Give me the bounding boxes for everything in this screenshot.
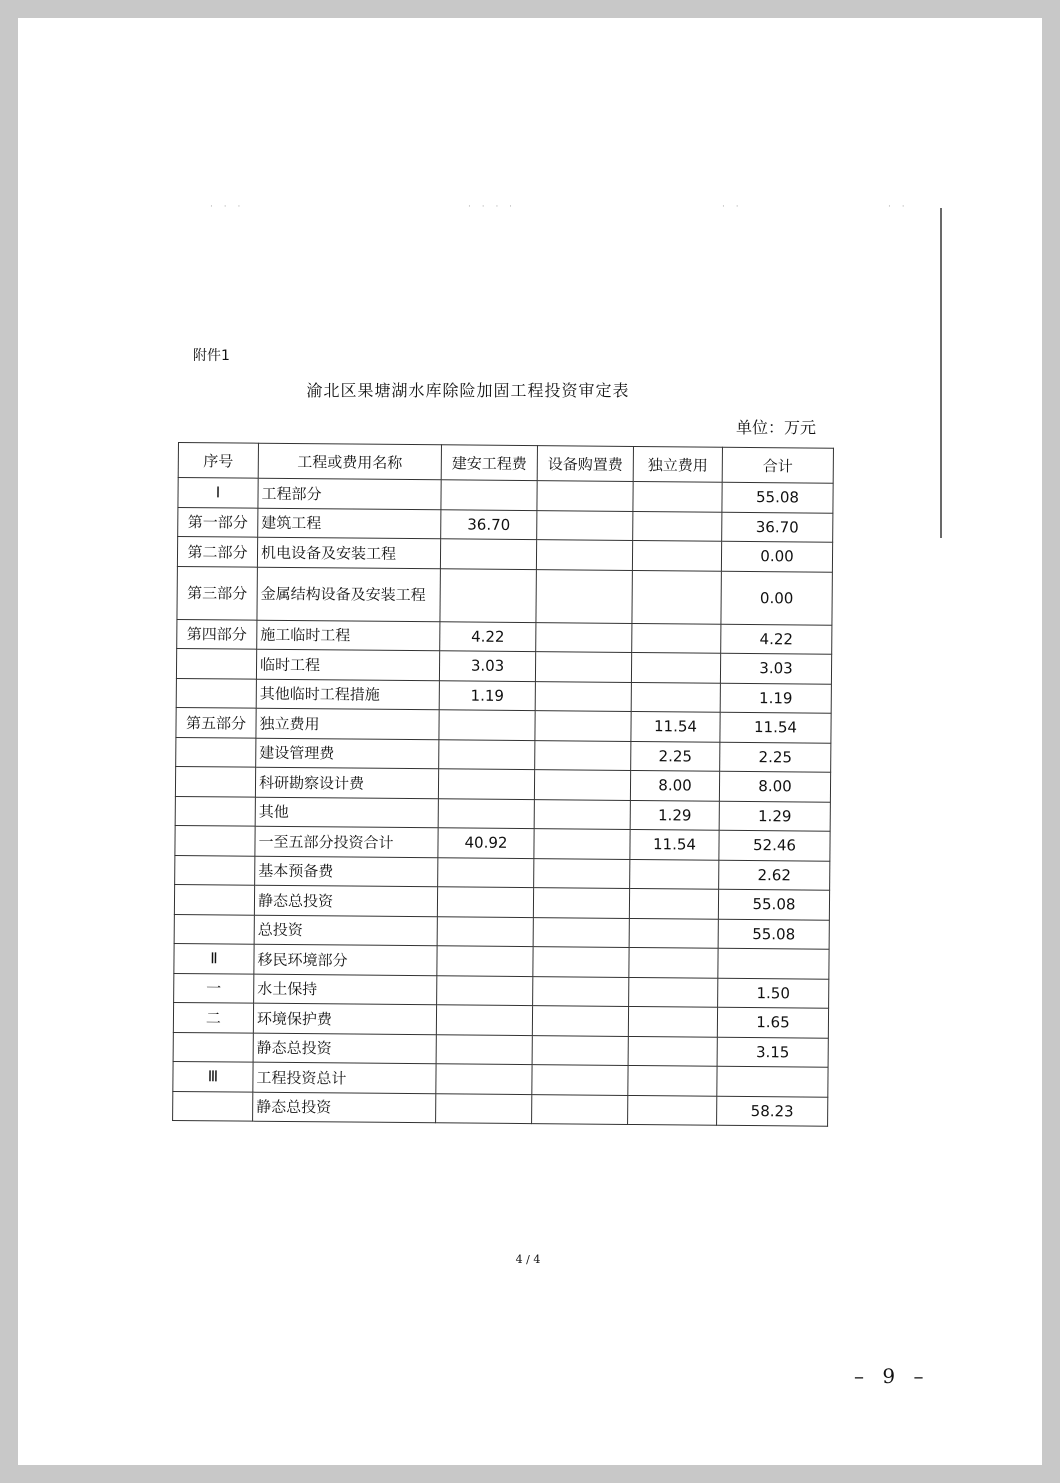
cell-seq: Ⅱ [174,943,254,973]
page-number: – 9 – [854,1364,930,1388]
cell-equip [534,799,630,829]
cell-equip [537,510,633,540]
header-seq: 序号 [178,443,258,479]
scan-artifact: · · · [210,202,245,212]
cell-seq: Ⅰ [178,478,258,508]
cell-total: 11.54 [720,712,831,742]
cell-total: 55.08 [718,889,829,919]
cell-indep: 1.29 [630,800,719,830]
cell-name: 临时工程 [256,649,439,680]
cell-equip [533,976,629,1006]
cell-indep [628,1036,717,1066]
table-header-row [178,443,833,484]
cell-equip [536,622,632,652]
cell-total: 58.23 [717,1096,828,1126]
cell-build [436,1093,532,1123]
cell-indep [628,1006,717,1036]
header-equip: 设备购置费 [537,446,633,482]
cell-seq [175,796,255,826]
cell-indep [628,1095,717,1125]
cell-build [437,916,533,946]
cell-seq: 一 [174,973,254,1003]
cell-build [437,887,533,917]
cell-total: 1.65 [717,1007,828,1037]
cell-indep [629,977,718,1007]
cell-name: 机电设备及安装工程 [257,537,440,568]
cell-equip [534,858,630,888]
cell-build: 1.19 [439,680,535,710]
cell-total: 1.19 [720,683,831,713]
scan-artifact: · · [888,202,909,212]
document-title: 渝北区果塘湖水库除险加固工程投资审定表 [306,381,630,400]
cell-build [440,539,536,569]
cell-seq [176,737,256,767]
cell-name: 基本预备费 [255,856,438,887]
cell-total: 2.62 [719,860,830,890]
scan-artifact: · · · · [468,202,517,212]
cell-name: 工程部分 [258,478,441,509]
cell-name: 工程投资总计 [253,1062,436,1093]
cell-equip [532,1094,628,1124]
cell-seq: 二 [173,1002,253,1032]
cell-build [441,480,537,510]
cell-seq [176,648,256,678]
cell-indep [629,947,718,977]
cell-build [437,946,533,976]
cell-seq [176,678,256,708]
cell-indep: 11.54 [630,829,719,859]
cell-equip [533,947,629,977]
cell-seq [175,825,255,855]
cell-name: 移民环境部分 [254,944,437,975]
cell-indep: 2.25 [631,741,720,771]
cell-build [438,769,534,799]
cell-indep [629,918,718,948]
cell-total: 1.50 [718,978,829,1008]
cell-build [438,857,534,887]
cell-total: 0.00 [721,571,832,625]
attachment-label: 附件1 [193,348,230,364]
cell-build [438,798,534,828]
cell-seq: 第三部分 [177,566,257,620]
header-total: 合计 [722,447,833,483]
cell-indep [632,540,721,570]
cell-indep [633,481,722,511]
cell-name: 其他临时工程措施 [256,679,439,710]
cell-name: 建筑工程 [258,508,441,539]
cell-build [436,1064,532,1094]
cell-total: 0.00 [721,541,832,571]
cell-indep [632,623,721,653]
cell-seq: 第五部分 [176,707,256,737]
cell-equip [532,1006,628,1036]
cell-name: 一至五部分投资合计 [255,826,438,857]
scan-artifact: · · [722,202,743,212]
cell-indep [631,652,720,682]
cell-equip [536,569,632,623]
cell-build: 40.92 [438,828,534,858]
cell-seq [174,884,254,914]
cell-build [436,1005,532,1035]
cell-equip [535,740,631,770]
cell-name: 水土保持 [254,974,437,1005]
cell-total [718,948,829,978]
cell-name: 施工临时工程 [257,620,440,651]
cell-seq [174,914,254,944]
cell-name: 总投资 [254,915,437,946]
cell-build: 36.70 [441,509,537,539]
cell-total: 52.46 [719,830,830,860]
cell-total: 3.15 [717,1037,828,1067]
cell-equip [536,540,632,570]
header-name: 工程或费用名称 [258,443,441,480]
cell-total: 3.03 [720,653,831,683]
header-indep: 独立费用 [633,446,722,482]
scan-edge-line [940,208,942,538]
cell-total: 4.22 [721,624,832,654]
cell-total [717,1066,828,1096]
cell-total: 2.25 [720,742,831,772]
cell-indep [628,1065,717,1095]
cell-equip [535,711,631,741]
cell-name: 建设管理费 [256,738,439,769]
cell-name: 科研勘察设计费 [255,767,438,798]
cell-equip [533,888,629,918]
investment-table [172,442,834,1127]
cell-indep [632,570,721,624]
cell-equip [534,829,630,859]
cell-equip [532,1035,628,1065]
cell-total: 55.08 [722,482,833,512]
cell-total: 1.29 [719,801,830,831]
document-page [18,18,1042,1465]
cell-equip [535,652,631,682]
cell-equip [534,770,630,800]
cell-name: 环境保护费 [253,1003,436,1034]
cell-seq: 第四部分 [177,619,257,649]
cell-indep [630,859,719,889]
cell-seq: 第二部分 [177,537,257,567]
cell-build: 4.22 [440,621,536,651]
cell-indep [629,888,718,918]
cell-name: 静态总投资 [254,885,437,916]
cell-indep [633,511,722,541]
cell-total: 36.70 [722,512,833,542]
cell-build [440,568,536,622]
cell-seq [173,1032,253,1062]
cell-seq: 第一部分 [178,507,258,537]
cell-seq [175,766,255,796]
cell-build [436,1034,532,1064]
cell-equip [533,917,629,947]
cell-equip [537,481,633,511]
cell-seq: Ⅲ [173,1061,253,1091]
unit-label: 单位：万元 [736,418,817,437]
cell-build: 3.03 [439,651,535,681]
table-row [173,1091,828,1126]
cell-equip [532,1065,628,1095]
cell-equip [535,681,631,711]
cell-seq [173,1091,253,1121]
cell-build [437,975,533,1005]
cell-name: 金属结构设备及安装工程 [257,567,440,622]
cell-name: 其他 [255,797,438,828]
cell-indep [631,682,720,712]
cell-seq [175,855,255,885]
cell-name: 静态总投资 [253,1033,436,1064]
cell-build [439,710,535,740]
cell-total: 8.00 [719,771,830,801]
cell-name: 独立费用 [256,708,439,739]
table-row [177,566,832,625]
cell-name: 静态总投资 [253,1092,436,1123]
cell-build [439,739,535,769]
header-build: 建安工程费 [441,445,537,481]
table-body [173,478,834,1127]
cell-indep: 11.54 [631,711,720,741]
cell-indep: 8.00 [630,770,719,800]
cell-total: 55.08 [718,919,829,949]
pager: 4 / 4 [515,1253,541,1266]
